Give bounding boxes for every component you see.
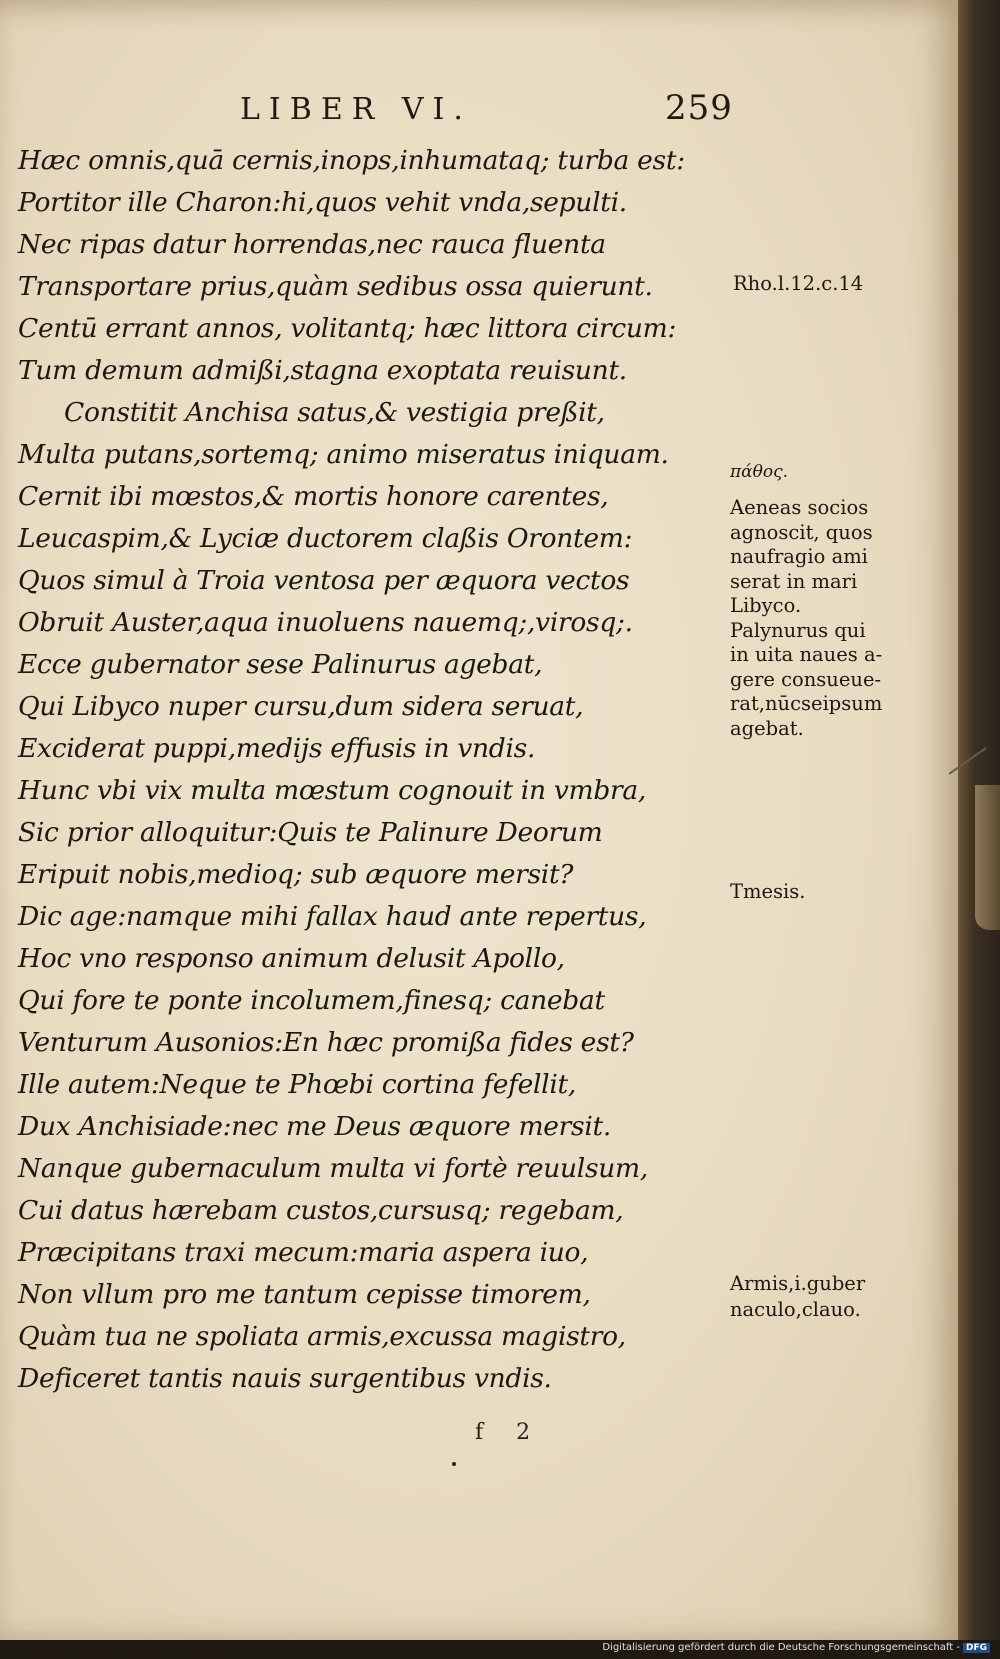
marginal-note-armis-1: Armis,i.guber (730, 1272, 866, 1295)
verse-line: Leucaspim,& Lyciæ ductorem claßis Orontem: (18, 523, 633, 554)
footer-credit-text: Digitalisierung gefördert durch die Deutsche Forschungsgemeinschaft - (602, 1642, 960, 1653)
marginal-note-line: serat in mari (730, 569, 858, 593)
verse-line: Exciderat puppi,medijs effusis in vndis. (18, 733, 536, 764)
signature-mark: f 2 (475, 1420, 531, 1445)
verse-line: Hæc omnis,quā cernis,inops,inhumataq; turba est: (18, 145, 685, 176)
running-head: LIBER VI. (240, 92, 472, 127)
marginal-note-armis-2: naculo,clauo. (730, 1298, 861, 1321)
verse-line: Quàm tua ne spoliata armis,excussa magistro, (18, 1321, 626, 1352)
verse-line: Ecce gubernator sese Palinurus agebat, (18, 649, 543, 680)
verse-line: Sic prior alloquitur:Quis te Palinure Deorum (18, 817, 603, 848)
footer-credit (602, 1642, 990, 1653)
ink-dot (452, 1462, 456, 1466)
verse-line: Dux Anchisiade:nec me Deus æquore mersit. (18, 1111, 611, 1142)
verse-line: Hoc vno responso animum delusit Apollo, (18, 943, 565, 974)
verse-line: Portitor ille Charon:hi,quos vehit vnda,sepulti. (18, 187, 627, 218)
verse-line: Cui datus hærebam custos,cursusq; regebam, (18, 1195, 624, 1226)
marginal-note-rho: Rho.l.12.c.14 (733, 272, 864, 295)
marginal-note-line: in uita naues a- (730, 643, 883, 666)
marginal-note-pathos: πάθος. (730, 462, 789, 482)
verse-line: Non vllum pro me tantum cepisse timorem, (18, 1279, 591, 1310)
verse-line: Deficeret tantis nauis surgentibus vndis. (18, 1363, 552, 1394)
page-number: 259 (665, 88, 733, 128)
bookmark-tab (975, 785, 1000, 930)
marginal-note-line: Libyco. (730, 594, 802, 617)
marginal-note-line: gere consueue- (730, 667, 882, 691)
marginal-note-tmesis: Tmesis. (730, 880, 806, 903)
marginal-note-line: agnoscit, quos (730, 520, 873, 544)
verse-line: Venturum Ausonios:En hæc promißa fides est? (18, 1027, 634, 1058)
verse-block (18, 140, 738, 1400)
marginal-note-line: rat,nūcseipsum (730, 692, 883, 715)
verse-line: Tum demum admißi,stagna exoptata reuisunt. (18, 355, 627, 386)
marginal-note-line: naufragio ami (730, 545, 868, 568)
verse-line: Multa putans,sortemq; animo miseratus iniquam. (18, 439, 669, 470)
dfg-logo: DFG (963, 1643, 990, 1653)
marginal-note-line: agebat. (730, 716, 804, 740)
verse-line: Transportare prius,quàm sedibus ossa quierunt. (18, 271, 653, 302)
marginal-note-line: Aeneas socios (730, 496, 869, 519)
marginal-note-aeneas (730, 496, 930, 741)
page-header (240, 88, 760, 138)
verse-line: Obruit Auster,aqua inuoluens nauemq;,virosq;. (18, 607, 633, 638)
verse-line: Centū errant annos, volitantq; hæc littora circum: (18, 313, 677, 344)
verse-line: Constitit Anchisa satus,& vestigia preßit, (64, 397, 605, 428)
verse-line: Quos simul à Troia ventosa per æquora vectos (18, 565, 630, 596)
verse-line: Qui fore te ponte incolumem,finesq; canebat (18, 985, 605, 1016)
verse-line: Hunc vbi vix multa mœstum cognouit in vmbra, (18, 775, 647, 806)
verse-line: Qui Libyco nuper cursu,dum sidera seruat, (18, 691, 584, 722)
marginal-note-line: Palynurus qui (730, 618, 866, 642)
verse-line: Nanque gubernaculum multa vi fortè reuulsum, (18, 1153, 648, 1184)
verse-line: Præcipitans traxi mecum:maria aspera iuo, (18, 1237, 589, 1268)
verse-line: Nec ripas datur horrendas,nec rauca fluenta (18, 229, 606, 260)
verse-line: Dic age:namque mihi fallax haud ante repertus, (18, 901, 647, 932)
verse-line: Ille autem:Neque te Phœbi cortina fefellit, (18, 1069, 576, 1100)
verse-line: Cernit ibi mœstos,& mortis honore carentes, (18, 481, 609, 512)
verse-line: Eripuit nobis,medioq; sub æquore mersit? (18, 859, 574, 890)
